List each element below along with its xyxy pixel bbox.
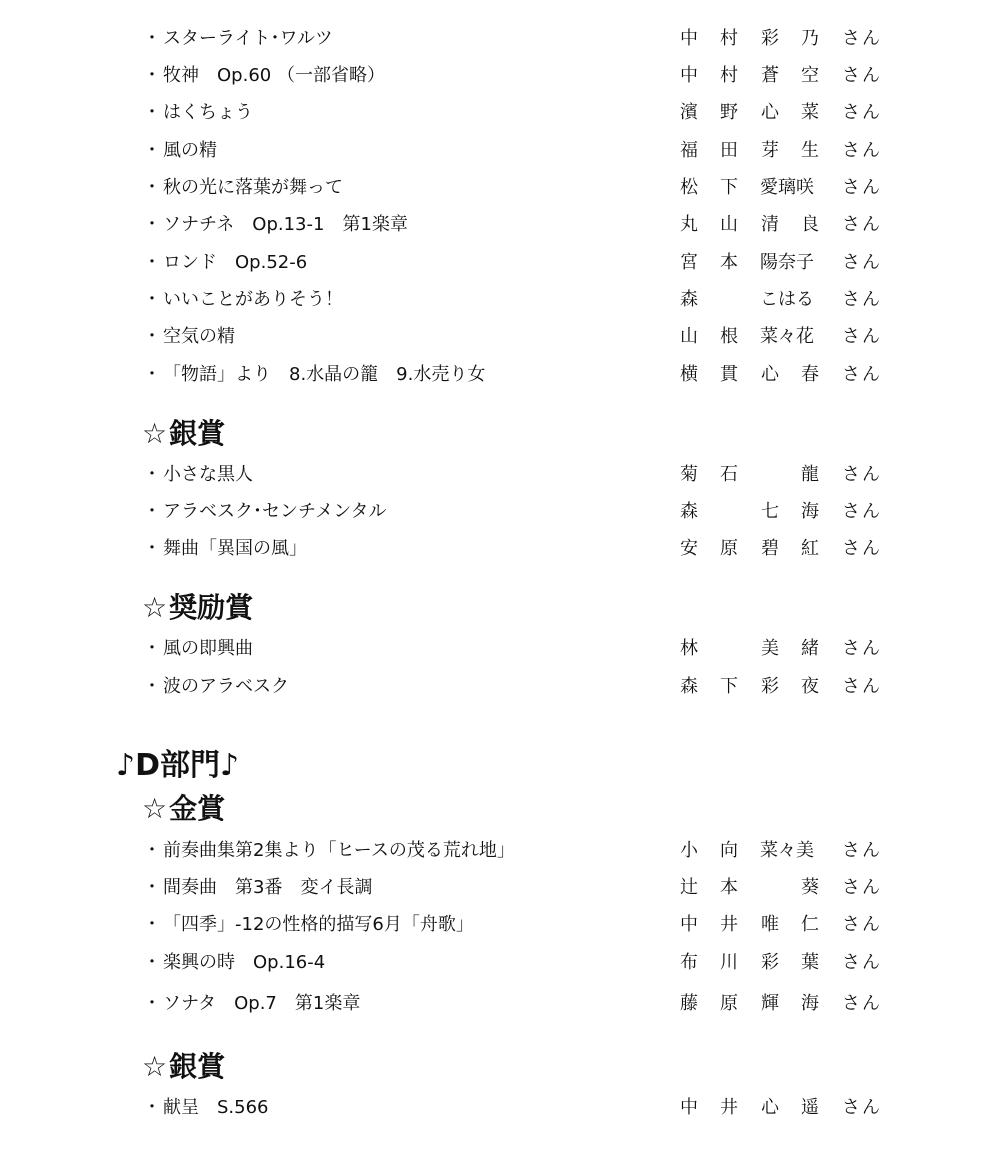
section-heading-d: ♪D部門♪ — [116, 748, 240, 783]
star-icon: ☆ — [142, 1050, 168, 1083]
list-item — [0, 535, 1000, 563]
award-heading-gold — [142, 789, 225, 829]
award-label: 金賞 — [169, 792, 226, 825]
list-item — [0, 673, 1000, 701]
name-char: 心 — [761, 364, 779, 385]
honorific: さん — [842, 177, 882, 198]
name-char: 辻 — [680, 877, 698, 898]
name-char: 宮 — [680, 252, 698, 273]
name-char: 布 — [680, 952, 698, 973]
name-char: 横 — [680, 364, 698, 385]
piece-title: ソナタ Op.7 第1楽章 — [163, 993, 361, 1014]
name-char: 彩 — [761, 952, 779, 973]
name-char: 乃 — [801, 28, 819, 49]
name-char: 下 — [720, 177, 738, 198]
name-char: 村 — [720, 65, 738, 86]
name-char: 海 — [801, 501, 819, 522]
name-char: 碧 — [761, 538, 779, 559]
name-char: 小 — [680, 840, 698, 861]
name-char: 清 — [761, 214, 779, 235]
award-heading-encouragement — [142, 588, 253, 628]
name-char: 中 — [680, 65, 698, 86]
name-char: 福 — [680, 140, 698, 161]
honorific: さん — [842, 140, 882, 161]
bullet: ・ — [143, 638, 161, 659]
name-char: 貫 — [720, 364, 738, 385]
name-char: 林 — [680, 638, 698, 659]
name-char: 菊 — [680, 464, 698, 485]
piece-title: 小さな黒人 — [163, 464, 253, 485]
honorific: さん — [842, 65, 882, 86]
name-char: 心 — [761, 1097, 779, 1118]
list-item — [0, 837, 1000, 865]
honorific: さん — [842, 638, 882, 659]
list-item — [0, 62, 1000, 90]
bullet: ・ — [143, 28, 161, 49]
name-char: 蒼 — [761, 65, 779, 86]
bullet: ・ — [143, 1097, 161, 1118]
name-char: 生 — [801, 140, 819, 161]
honorific: さん — [842, 364, 882, 385]
bullet: ・ — [143, 364, 161, 385]
name-char: 山 — [680, 326, 698, 347]
piece-title: ロンド Op.52-6 — [163, 252, 308, 273]
name-char: 良 — [801, 214, 819, 235]
performer-name — [678, 461, 848, 489]
award-heading-silver-d — [142, 1047, 225, 1087]
name-char: 濱 — [680, 102, 698, 123]
performer-name — [678, 361, 848, 389]
list-item — [0, 25, 1000, 53]
name-char: 安 — [680, 538, 698, 559]
honorific: さん — [842, 676, 882, 697]
list-item — [0, 635, 1000, 663]
name-char: 森 — [680, 289, 698, 310]
piece-title: 楽興の時 Op.16-4 — [163, 952, 326, 973]
name-char: 野 — [720, 102, 738, 123]
name-char: 松 — [680, 177, 698, 198]
honorific: さん — [842, 993, 882, 1014]
name-char: 本 — [720, 252, 738, 273]
name-char: 美 — [761, 638, 779, 659]
list-item — [0, 211, 1000, 239]
list-item — [0, 461, 1000, 489]
performer-name — [678, 874, 848, 902]
name-given: 菜々花 — [760, 326, 814, 347]
bullet: ・ — [143, 102, 161, 123]
honorific: さん — [842, 28, 882, 49]
name-given: 愛璃咲 — [760, 177, 814, 198]
name-char: 仁 — [801, 914, 819, 935]
list-item — [0, 137, 1000, 165]
honorific: さん — [842, 501, 882, 522]
performer-name — [678, 498, 848, 526]
bullet: ・ — [143, 326, 161, 347]
honorific: さん — [842, 840, 882, 861]
name-char: 根 — [720, 326, 738, 347]
bullet: ・ — [143, 993, 161, 1014]
bullet: ・ — [143, 538, 161, 559]
name-char: 藤 — [680, 993, 698, 1014]
name-given: 陽奈子 — [760, 252, 814, 273]
name-char: 葵 — [801, 877, 819, 898]
piece-title: はくちょう — [163, 102, 253, 123]
performer-name — [678, 837, 848, 865]
bullet: ・ — [143, 914, 161, 935]
piece-title: いいことがありそう！ — [163, 289, 343, 310]
bullet: ・ — [143, 252, 161, 273]
name-char: 村 — [720, 28, 738, 49]
award-label: 奨励賞 — [169, 591, 254, 624]
list-item — [0, 323, 1000, 351]
award-label: 銀賞 — [169, 417, 226, 450]
name-char: 中 — [680, 28, 698, 49]
piece-title: 「物語」より 8.水晶の籠 9.水売り女 — [163, 364, 486, 385]
piece-title: ソナチネ Op.13-1 第1楽章 — [163, 214, 408, 235]
performer-name — [678, 137, 848, 165]
name-char: 彩 — [761, 676, 779, 697]
name-char: 緒 — [801, 638, 819, 659]
name-char: 本 — [720, 877, 738, 898]
name-char: 紅 — [801, 538, 819, 559]
bullet: ・ — [143, 952, 161, 973]
honorific: さん — [842, 289, 882, 310]
piece-title: アラベスク･センチメンタル — [163, 501, 387, 522]
piece-title: 秋の光に落葉が舞って — [163, 177, 343, 198]
list-item — [0, 949, 1000, 977]
award-heading-silver — [142, 414, 225, 454]
name-char: 菜 — [801, 102, 819, 123]
name-char: 唯 — [761, 914, 779, 935]
name-char: 向 — [720, 840, 738, 861]
name-given: こはる — [760, 289, 814, 310]
piece-title: 舞曲「異国の風」 — [163, 538, 307, 559]
name-char: 七 — [761, 501, 779, 522]
performer-name — [678, 323, 848, 351]
piece-title: 前奏曲集第2集より「ヒースの茂る荒れ地」 — [163, 840, 515, 861]
performer-name — [678, 211, 848, 239]
name-char: 川 — [720, 952, 738, 973]
piece-title: 献呈 S.566 — [163, 1097, 269, 1118]
bullet: ・ — [143, 464, 161, 485]
list-item — [0, 174, 1000, 202]
bullet: ・ — [143, 65, 161, 86]
piece-title: 風の即興曲 — [163, 638, 253, 659]
name-char: 龍 — [801, 464, 819, 485]
name-char: 春 — [801, 364, 819, 385]
performer-name — [678, 635, 848, 663]
honorific: さん — [842, 326, 882, 347]
piece-title: 「四季」-12の性格的描写6月「舟歌」 — [163, 914, 474, 935]
name-char: 葉 — [801, 952, 819, 973]
performer-name — [678, 286, 848, 314]
honorific: さん — [842, 102, 882, 123]
bullet: ・ — [143, 676, 161, 697]
name-char: 遥 — [801, 1097, 819, 1118]
honorific: さん — [842, 464, 882, 485]
piece-title: 牧神 Op.60 （一部省略） — [163, 65, 385, 86]
name-char: 井 — [720, 1097, 738, 1118]
bullet: ・ — [143, 840, 161, 861]
name-char: 芽 — [761, 140, 779, 161]
honorific: さん — [842, 214, 882, 235]
name-char: 彩 — [761, 28, 779, 49]
performer-name — [678, 62, 848, 90]
performer-name — [678, 673, 848, 701]
name-char: 輝 — [761, 993, 779, 1014]
bullet: ・ — [143, 877, 161, 898]
name-char: 心 — [761, 102, 779, 123]
name-char: 山 — [720, 214, 738, 235]
piece-title: 波のアラベスク — [163, 676, 289, 697]
list-item — [0, 498, 1000, 526]
list-item — [0, 361, 1000, 389]
bullet: ・ — [143, 501, 161, 522]
performer-name — [678, 249, 848, 277]
name-char: 夜 — [801, 676, 819, 697]
star-icon: ☆ — [142, 792, 168, 825]
performer-name — [678, 25, 848, 53]
award-label: 銀賞 — [169, 1050, 226, 1083]
name-char: 中 — [680, 914, 698, 935]
performer-name — [678, 99, 848, 127]
performer-name — [678, 1094, 848, 1122]
name-char: 田 — [720, 140, 738, 161]
name-char: 下 — [720, 676, 738, 697]
name-char: 原 — [720, 993, 738, 1014]
list-item — [0, 286, 1000, 314]
name-char: 丸 — [680, 214, 698, 235]
list-item — [0, 99, 1000, 127]
name-char: 森 — [680, 676, 698, 697]
bullet: ・ — [143, 140, 161, 161]
list-item — [0, 990, 1000, 1018]
performer-name — [678, 535, 848, 563]
honorific: さん — [842, 252, 882, 273]
name-char: 森 — [680, 501, 698, 522]
bullet: ・ — [143, 289, 161, 310]
honorific: さん — [842, 877, 882, 898]
performer-name — [678, 174, 848, 202]
list-item — [0, 1094, 1000, 1122]
name-char: 原 — [720, 538, 738, 559]
list-item — [0, 874, 1000, 902]
bullet: ・ — [143, 177, 161, 198]
honorific: さん — [842, 1097, 882, 1118]
bullet: ・ — [143, 214, 161, 235]
name-char: 石 — [720, 464, 738, 485]
name-char: 中 — [680, 1097, 698, 1118]
name-char: 空 — [801, 65, 819, 86]
performer-name — [678, 990, 848, 1018]
performer-name — [678, 949, 848, 977]
list-item — [0, 249, 1000, 277]
honorific: さん — [842, 538, 882, 559]
honorific: さん — [842, 952, 882, 973]
piece-title: 間奏曲 第3番 変イ長調 — [163, 877, 373, 898]
list-item — [0, 911, 1000, 939]
piece-title: 空気の精 — [163, 326, 235, 347]
name-char: 井 — [720, 914, 738, 935]
performer-name — [678, 911, 848, 939]
star-icon: ☆ — [142, 417, 168, 450]
name-given: 菜々美 — [760, 840, 814, 861]
piece-title: スターライト･ワルツ — [163, 28, 333, 49]
star-icon: ☆ — [142, 591, 168, 624]
piece-title: 風の精 — [163, 140, 217, 161]
honorific: さん — [842, 914, 882, 935]
name-char: 海 — [801, 993, 819, 1014]
